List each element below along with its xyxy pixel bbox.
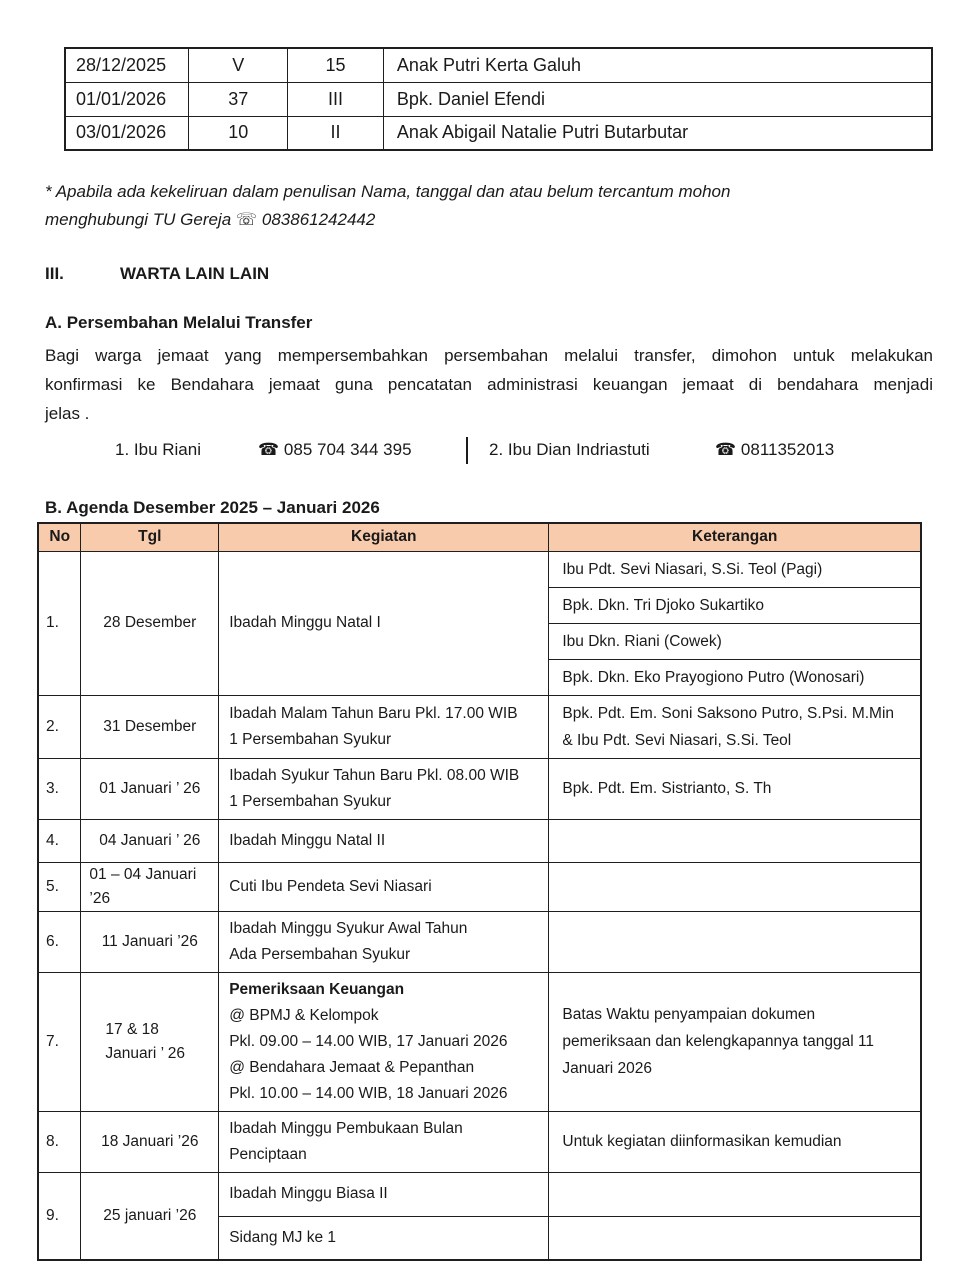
header-tgl: Tgl	[81, 523, 219, 551]
kegiatan-cell: Ibadah Minggu Natal I	[219, 551, 549, 695]
name-cell: Anak Putri Kerta Galuh	[383, 48, 932, 82]
agenda-table	[37, 522, 922, 1261]
tgl-cell: 25 januari ’26	[81, 1172, 219, 1260]
tgl-cell: 18 Januari ’26	[81, 1111, 219, 1172]
name-cell: Bpk. Daniel Efendi	[383, 82, 932, 116]
header-no: No	[38, 523, 81, 551]
header-kegiatan: Kegiatan	[219, 523, 549, 551]
paragraph-line: Bagi warga jemaat yang mempersembahkan persembahan melalui transfer, dimohon untuk melakukan	[45, 346, 933, 365]
kegiatan-subcell: Ibadah Minggu Biasa II	[219, 1172, 549, 1216]
subsection-a-title: A. Persembahan Melalui Transfer	[45, 313, 313, 332]
names-table	[64, 47, 933, 151]
keterangan-cell: Bpk. Pdt. Em. Sistrianto, S. Th	[549, 758, 921, 819]
date-cell: 28/12/2025	[65, 48, 189, 82]
number-cell: 37	[189, 82, 288, 116]
contact-1-phone: ☎ 085 704 344 395	[258, 440, 412, 460]
kegiatan-cell: Cuti Ibu Pendeta Sevi Niasari	[219, 862, 549, 911]
no-cell: 2.	[38, 695, 81, 758]
keterangan-cell: Untuk kegiatan diinformasikan kemudian	[549, 1111, 921, 1172]
keterangan-subcell: Bpk. Dkn. Tri Djoko Sukartiko	[549, 587, 921, 623]
section-title: WARTA LAIN LAIN	[120, 264, 270, 283]
agenda-row-5	[38, 862, 921, 911]
tgl-cell: 31 Desember	[81, 695, 219, 758]
kegiatan-cell: Ibadah Syukur Tahun Baru Pkl. 08.00 WIB 1 Persembahan Syukur	[219, 758, 549, 819]
no-cell: 8.	[38, 1111, 81, 1172]
telephone-outline-icon: ☏	[235, 210, 258, 230]
church-office-phone: 083861242442	[257, 210, 376, 229]
tgl-cell: 17 & 18 Januari ’ 26	[81, 972, 219, 1111]
keterangan-cell	[549, 911, 921, 972]
number-cell: 10	[189, 116, 288, 150]
keterangan-cell	[549, 862, 921, 911]
tgl-cell: 11 Januari ’26	[81, 911, 219, 972]
agenda-row-6	[38, 911, 921, 972]
kegiatan-cell: Pemeriksaan Keuangan @ BPMJ & Kelompok Pkl. 09.00 – 14.00 WIB, 17 Januari 2026 @ Bendahara Jemaat & Pepanthan Pkl. 10.00 – 14.00 WIB, 18 Januari 2026	[219, 972, 549, 1111]
telephone-icon: ☎	[258, 440, 280, 460]
paragraph-line: konfirmasi ke Bendahara jemaat guna pencatatan administrasi keuangan jemaat di bendahara menjadi	[45, 375, 933, 394]
kegiatan-cell: Ibadah Minggu Natal II	[219, 819, 549, 862]
keterangan-subcell: Ibu Dkn. Riani (Cowek)	[549, 623, 921, 659]
name-cell: Anak Abigail Natalie Putri Butarbutar	[383, 116, 932, 150]
agenda-row-7	[38, 972, 921, 1111]
tgl-cell: 01 – 04 Januari ’26	[81, 862, 219, 911]
keterangan-subcell: Ibu Pdt. Sevi Niasari, S.Si. Teol (Pagi)	[549, 551, 921, 587]
keterangan-cell: Bpk. Pdt. Em. Soni Saksono Putro, S.Psi. M.Min & Ibu Pdt. Sevi Niasari, S.Si. Teol	[549, 695, 921, 758]
agenda-row-2	[38, 695, 921, 758]
number-cell: V	[189, 48, 288, 82]
contact-2-phone: ☎ 0811352013	[715, 440, 835, 460]
correction-note-line2: menghubungi TU Gereja ☏ 083861242442	[45, 210, 376, 230]
telephone-icon: ☎	[715, 440, 737, 460]
keterangan-subcell	[549, 1172, 921, 1216]
tgl-cell: 04 Januari ’ 26	[81, 819, 219, 862]
subsection-b-title: B. Agenda Desember 2025 – Januari 2026	[45, 498, 380, 517]
no-cell: 9.	[38, 1172, 81, 1260]
contact-2-name: 2. Ibu Dian Indriastuti	[489, 440, 650, 459]
table-row	[65, 116, 932, 150]
roman-cell: II	[288, 116, 384, 150]
kegiatan-cell: Ibadah Malam Tahun Baru Pkl. 17.00 WIB 1 Persembahan Syukur	[219, 695, 549, 758]
agenda-row-1	[38, 551, 921, 587]
date-cell: 03/01/2026	[65, 116, 189, 150]
keterangan-cell: Batas Waktu penyampaian dokumen pemeriksaan dan kelengkapannya tanggal 11 Januari 2026	[549, 972, 921, 1111]
agenda-row-8	[38, 1111, 921, 1172]
header-keterangan: Keterangan	[549, 523, 921, 551]
no-cell: 6.	[38, 911, 81, 972]
keterangan-subcell	[549, 1216, 921, 1260]
transfer-paragraph	[45, 341, 933, 428]
agenda-row-9	[38, 1172, 921, 1216]
section-heading-warta-lain-lain	[45, 264, 975, 284]
keterangan-cell	[549, 819, 921, 862]
no-cell: 4.	[38, 819, 81, 862]
treasurer-contacts	[115, 435, 975, 465]
paragraph-line: jelas .	[45, 404, 90, 423]
roman-cell: III	[288, 82, 384, 116]
keterangan-subcell: Bpk. Dkn. Eko Prayogiono Putro (Wonosari)	[549, 659, 921, 695]
agenda-row-4	[38, 819, 921, 862]
no-cell: 7.	[38, 972, 81, 1111]
correction-note	[45, 178, 930, 234]
roman-cell: 15	[288, 48, 384, 82]
section-numeral: III.	[45, 264, 64, 283]
contact-1-name: 1. Ibu Riani	[115, 440, 201, 459]
correction-note-line1: * Apabila ada kekeliruan dalam penulisan Nama, tanggal dan atau belum tercantum mohon	[45, 182, 731, 201]
no-cell: 1.	[38, 551, 81, 695]
tgl-cell: 28 Desember	[81, 551, 219, 695]
no-cell: 3.	[38, 758, 81, 819]
date-cell: 01/01/2026	[65, 82, 189, 116]
table-row	[65, 48, 932, 82]
no-cell: 5.	[38, 862, 81, 911]
kegiatan-cell: Ibadah Minggu Syukur Awal Tahun Ada Persembahan Syukur	[219, 911, 549, 972]
table-row	[65, 82, 932, 116]
vertical-divider	[466, 437, 468, 464]
agenda-row-3	[38, 758, 921, 819]
kegiatan-subcell: Sidang MJ ke 1	[219, 1216, 549, 1260]
tgl-cell: 01 Januari ’ 26	[81, 758, 219, 819]
agenda-header-row	[38, 523, 921, 551]
kegiatan-cell: Ibadah Minggu Pembukaan Bulan Penciptaan	[219, 1111, 549, 1172]
